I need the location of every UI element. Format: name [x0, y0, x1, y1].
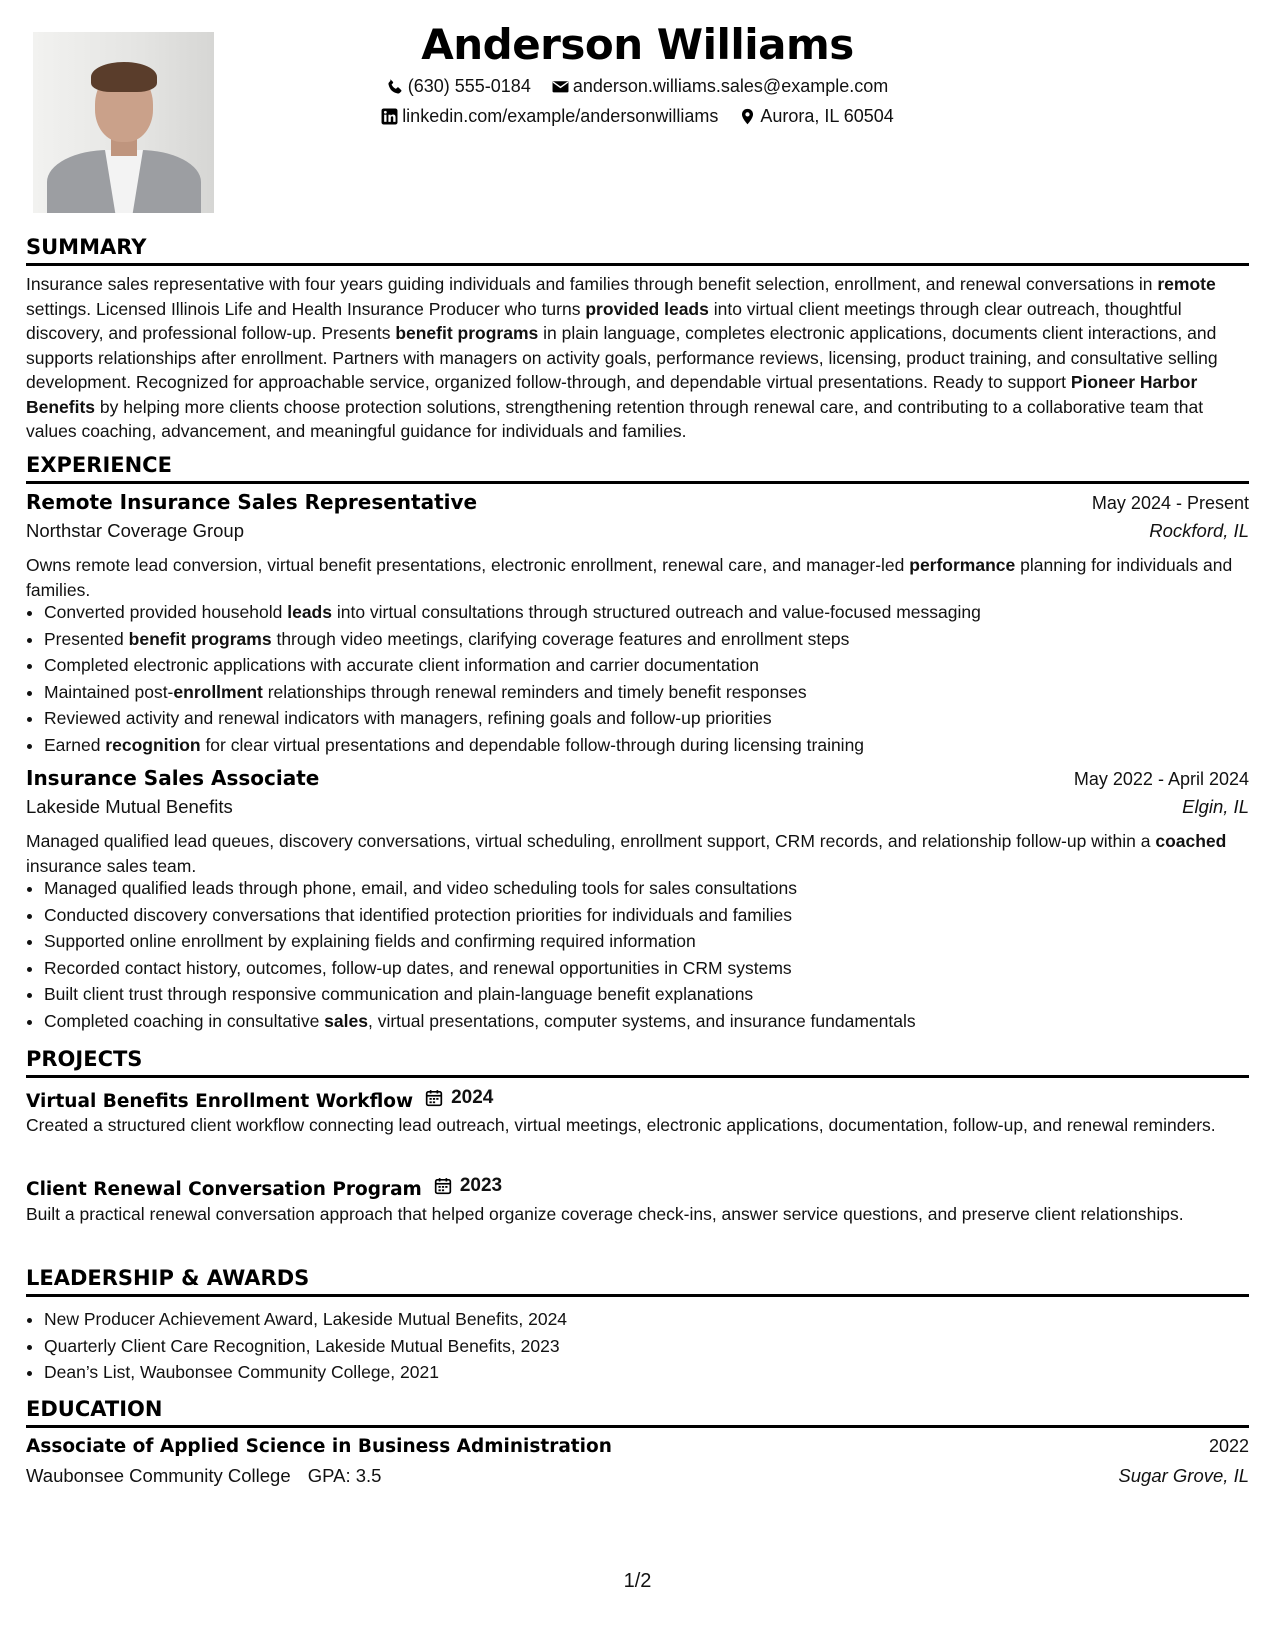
- bullet-bold: enrollment: [173, 681, 263, 702]
- bullet-bold: sales: [324, 1010, 368, 1031]
- summary-bold: benefit programs: [395, 323, 539, 343]
- project-year-text: 2023: [459, 1175, 503, 1196]
- calendar-icon: [425, 1089, 443, 1107]
- list-item: [44, 981, 1267, 1008]
- gpa: GPA: 3.5: [307, 1465, 382, 1486]
- summary-text: [26, 272, 1249, 444]
- education-location: Sugar Grove, IL: [1118, 1465, 1249, 1486]
- list-item: • New Producer Achievement Award, Lakeside Mutual Benefits, 2024: [44, 1306, 1267, 1333]
- school-info: [26, 1465, 381, 1487]
- project-description: Created a structured client workflow connecting lead outreach, virtual meetings, electronic applications, documentation, follow-up, and renewal reminders.: [26, 1115, 1216, 1135]
- bullet-seg: Completed electronic applications with accurate client information and carrier documentation: [44, 655, 759, 676]
- bullet-seg: Reviewed activity and renewal indicators with managers, refining goals and follow-up priorities: [44, 708, 772, 729]
- project-year-text: 2024: [451, 1087, 494, 1108]
- job-description: [26, 553, 1249, 602]
- list-item: [44, 705, 1267, 732]
- desc-bold: performance: [909, 555, 1016, 575]
- list-item: [44, 875, 1267, 902]
- email-item[interactable]: [552, 76, 888, 97]
- education-header: [26, 1436, 1249, 1457]
- summary-seg: Insurance sales representative with four years guiding individuals and families through benefit selection, enrollment, and renewal conversations in: [26, 274, 1158, 294]
- summary-bold: provided leads: [585, 298, 709, 319]
- list-item: [44, 902, 1267, 929]
- contact-line-2: [0, 106, 1275, 130]
- summary-seg: by helping more clients choose protection solutions, strengthening retention through renewal care, and contributing to a collaborative team that values coaching, advancement, and meaningful guidance for individuals and families.: [26, 396, 1204, 441]
- list-item: [44, 652, 1267, 679]
- bullet-seg: Converted provided household: [44, 602, 288, 622]
- bullet-seg: into virtual consultations through structured outreach and value-focused messaging: [331, 602, 981, 622]
- job-location: Elgin, IL: [1182, 796, 1249, 817]
- desc-seg: planning for individuals and families.: [26, 555, 1233, 600]
- bullet-seg: Managed qualified leads through phone, email, and video scheduling tools for sales consultations: [44, 878, 797, 898]
- bullet-seg: Recorded contact history, outcomes, follow-up dates, and renewal opportunities in CRM systems: [44, 957, 792, 978]
- awards-heading: LEADERSHIP & AWARDS: [26, 1266, 1249, 1297]
- project-year: [425, 1087, 493, 1109]
- job-location: Rockford, IL: [1149, 520, 1249, 541]
- list-item: [44, 928, 1267, 955]
- bullet-seg: Earned: [44, 734, 106, 755]
- project-title: Client Renewal Conversation Program: [26, 1179, 422, 1200]
- envelope-icon: [552, 78, 569, 95]
- job-dates: May 2022 - April 2024: [1073, 769, 1249, 789]
- bullet-seg: Maintained post-: [44, 681, 174, 702]
- phone-text: (630) 555-0184: [407, 76, 531, 96]
- summary-bold: remote: [1157, 274, 1216, 294]
- email-text: anderson.williams.sales@example.com: [572, 76, 889, 96]
- job-dates: May 2024 - Present: [1091, 493, 1249, 513]
- job-title: Insurance Sales Associate: [26, 766, 320, 790]
- bullet-seg: Built client trust through responsive communication and plain-language benefit explanations: [44, 984, 754, 1005]
- summary-bold: Pioneer Harbor Benefits: [26, 372, 1198, 417]
- map-pin-icon: [739, 108, 756, 125]
- linkedin-text: linkedin.com/example/andersonwilliams: [402, 106, 719, 126]
- project-header: [26, 1175, 1249, 1200]
- awards-list: [26, 1306, 1267, 1386]
- bullet-seg: Conducted discovery conversations that identified protection priorities for individuals and families: [44, 904, 793, 925]
- job-bullets: [26, 599, 1267, 759]
- projects-heading: PROJECTS: [26, 1047, 1249, 1078]
- list-item: [44, 1008, 1267, 1035]
- project-header: [26, 1087, 1249, 1112]
- education-year: 2022: [1208, 1436, 1249, 1456]
- bullet-bold: benefit programs: [128, 628, 272, 649]
- job-company-row: [26, 796, 1249, 818]
- degree: Associate of Applied Science in Business Administration: [26, 1436, 612, 1457]
- bullet-bold: recognition: [105, 734, 201, 755]
- bullet-bold: leads: [287, 602, 332, 622]
- linkedin-icon: [381, 108, 398, 125]
- bullet-seg: Supported online enrollment by explaining fields and confirming required information: [44, 931, 696, 952]
- contact-line-1: [0, 76, 1275, 100]
- bullet-seg: for clear virtual presentations and dependable follow-through during licensing training: [200, 734, 865, 755]
- linkedin-item[interactable]: [381, 106, 718, 127]
- desc-bold: coached: [1155, 831, 1227, 851]
- bullet-seg: Presented: [44, 628, 129, 649]
- education-heading: EDUCATION: [26, 1397, 1249, 1428]
- school-name: Waubonsee Community College: [26, 1465, 291, 1486]
- job-company: Northstar Coverage Group: [26, 520, 244, 541]
- job-header: [26, 766, 1249, 790]
- calendar-icon: [434, 1177, 452, 1195]
- summary-seg: settings. Licensed Illinois Life and Health Insurance Producer who turns: [26, 298, 586, 319]
- list-item: [44, 599, 1267, 626]
- project-title: Virtual Benefits Enrollment Workflow: [26, 1091, 414, 1112]
- job-company: Lakeside Mutual Benefits: [26, 796, 233, 817]
- job-header: [26, 490, 1249, 514]
- bullet-seg: relationships through renewal reminders and timely benefit responses: [262, 681, 807, 702]
- project-year: [434, 1175, 502, 1197]
- job-description: [26, 829, 1249, 878]
- list-item: • Dean’s List, Waubonsee Community College, 2021: [44, 1359, 1267, 1386]
- job-company-row: [26, 520, 1249, 542]
- list-item: [44, 955, 1267, 982]
- list-item: [44, 679, 1267, 706]
- desc-seg: Managed qualified lead queues, discovery conversations, virtual scheduling, enrollment support, CRM records, and relationship follow-up within a: [26, 831, 1156, 851]
- phone-icon: [387, 78, 404, 95]
- desc-seg: insurance sales team.: [26, 855, 197, 876]
- job-bullets: [26, 875, 1267, 1035]
- project-description: Built a practical renewal conversation approach that helped organize coverage check-ins, answer service questions, and preserve client relationships.: [26, 1204, 1184, 1224]
- job-title: Remote Insurance Sales Representative: [26, 490, 478, 514]
- education-school-row: [26, 1465, 1249, 1487]
- summary-seg: into virtual client meetings through clear outreach, thoughtful discovery, and professional follow-up. Presents: [26, 298, 1182, 343]
- summary-seg: in plain language, completes electronic applications, documents client interactions, and supports relationships after enrollment. Partners with managers on activity goals, performance reviews, licensing, product training, and consultative selling development. Recognized for approachable service, organized follow-through, and dependable virtual presentations. Ready to support: [26, 323, 1218, 392]
- candidate-name: Anderson Williams: [421, 20, 854, 69]
- bullet-seg: through video meetings, clarifying coverage features and enrollment steps: [271, 628, 850, 649]
- experience-heading: EXPERIENCE: [26, 453, 1249, 484]
- bullet-seg: , virtual presentations, computer systems, and insurance fundamentals: [367, 1010, 916, 1031]
- location-text: Aurora, IL 60504: [760, 106, 894, 126]
- page-number: 1/2: [623, 1570, 652, 1592]
- list-item: • Quarterly Client Care Recognition, Lakeside Mutual Benefits, 2023: [44, 1333, 1267, 1360]
- location-item: [739, 106, 893, 127]
- list-item: [44, 732, 1267, 759]
- summary-heading: SUMMARY: [26, 235, 1249, 266]
- list-item: [44, 626, 1267, 653]
- phone-item: [387, 76, 531, 97]
- desc-seg: Owns remote lead conversion, virtual benefit presentations, electronic enrollment, renewal care, and manager-led: [26, 555, 910, 575]
- bullet-seg: Completed coaching in consultative: [44, 1010, 325, 1031]
